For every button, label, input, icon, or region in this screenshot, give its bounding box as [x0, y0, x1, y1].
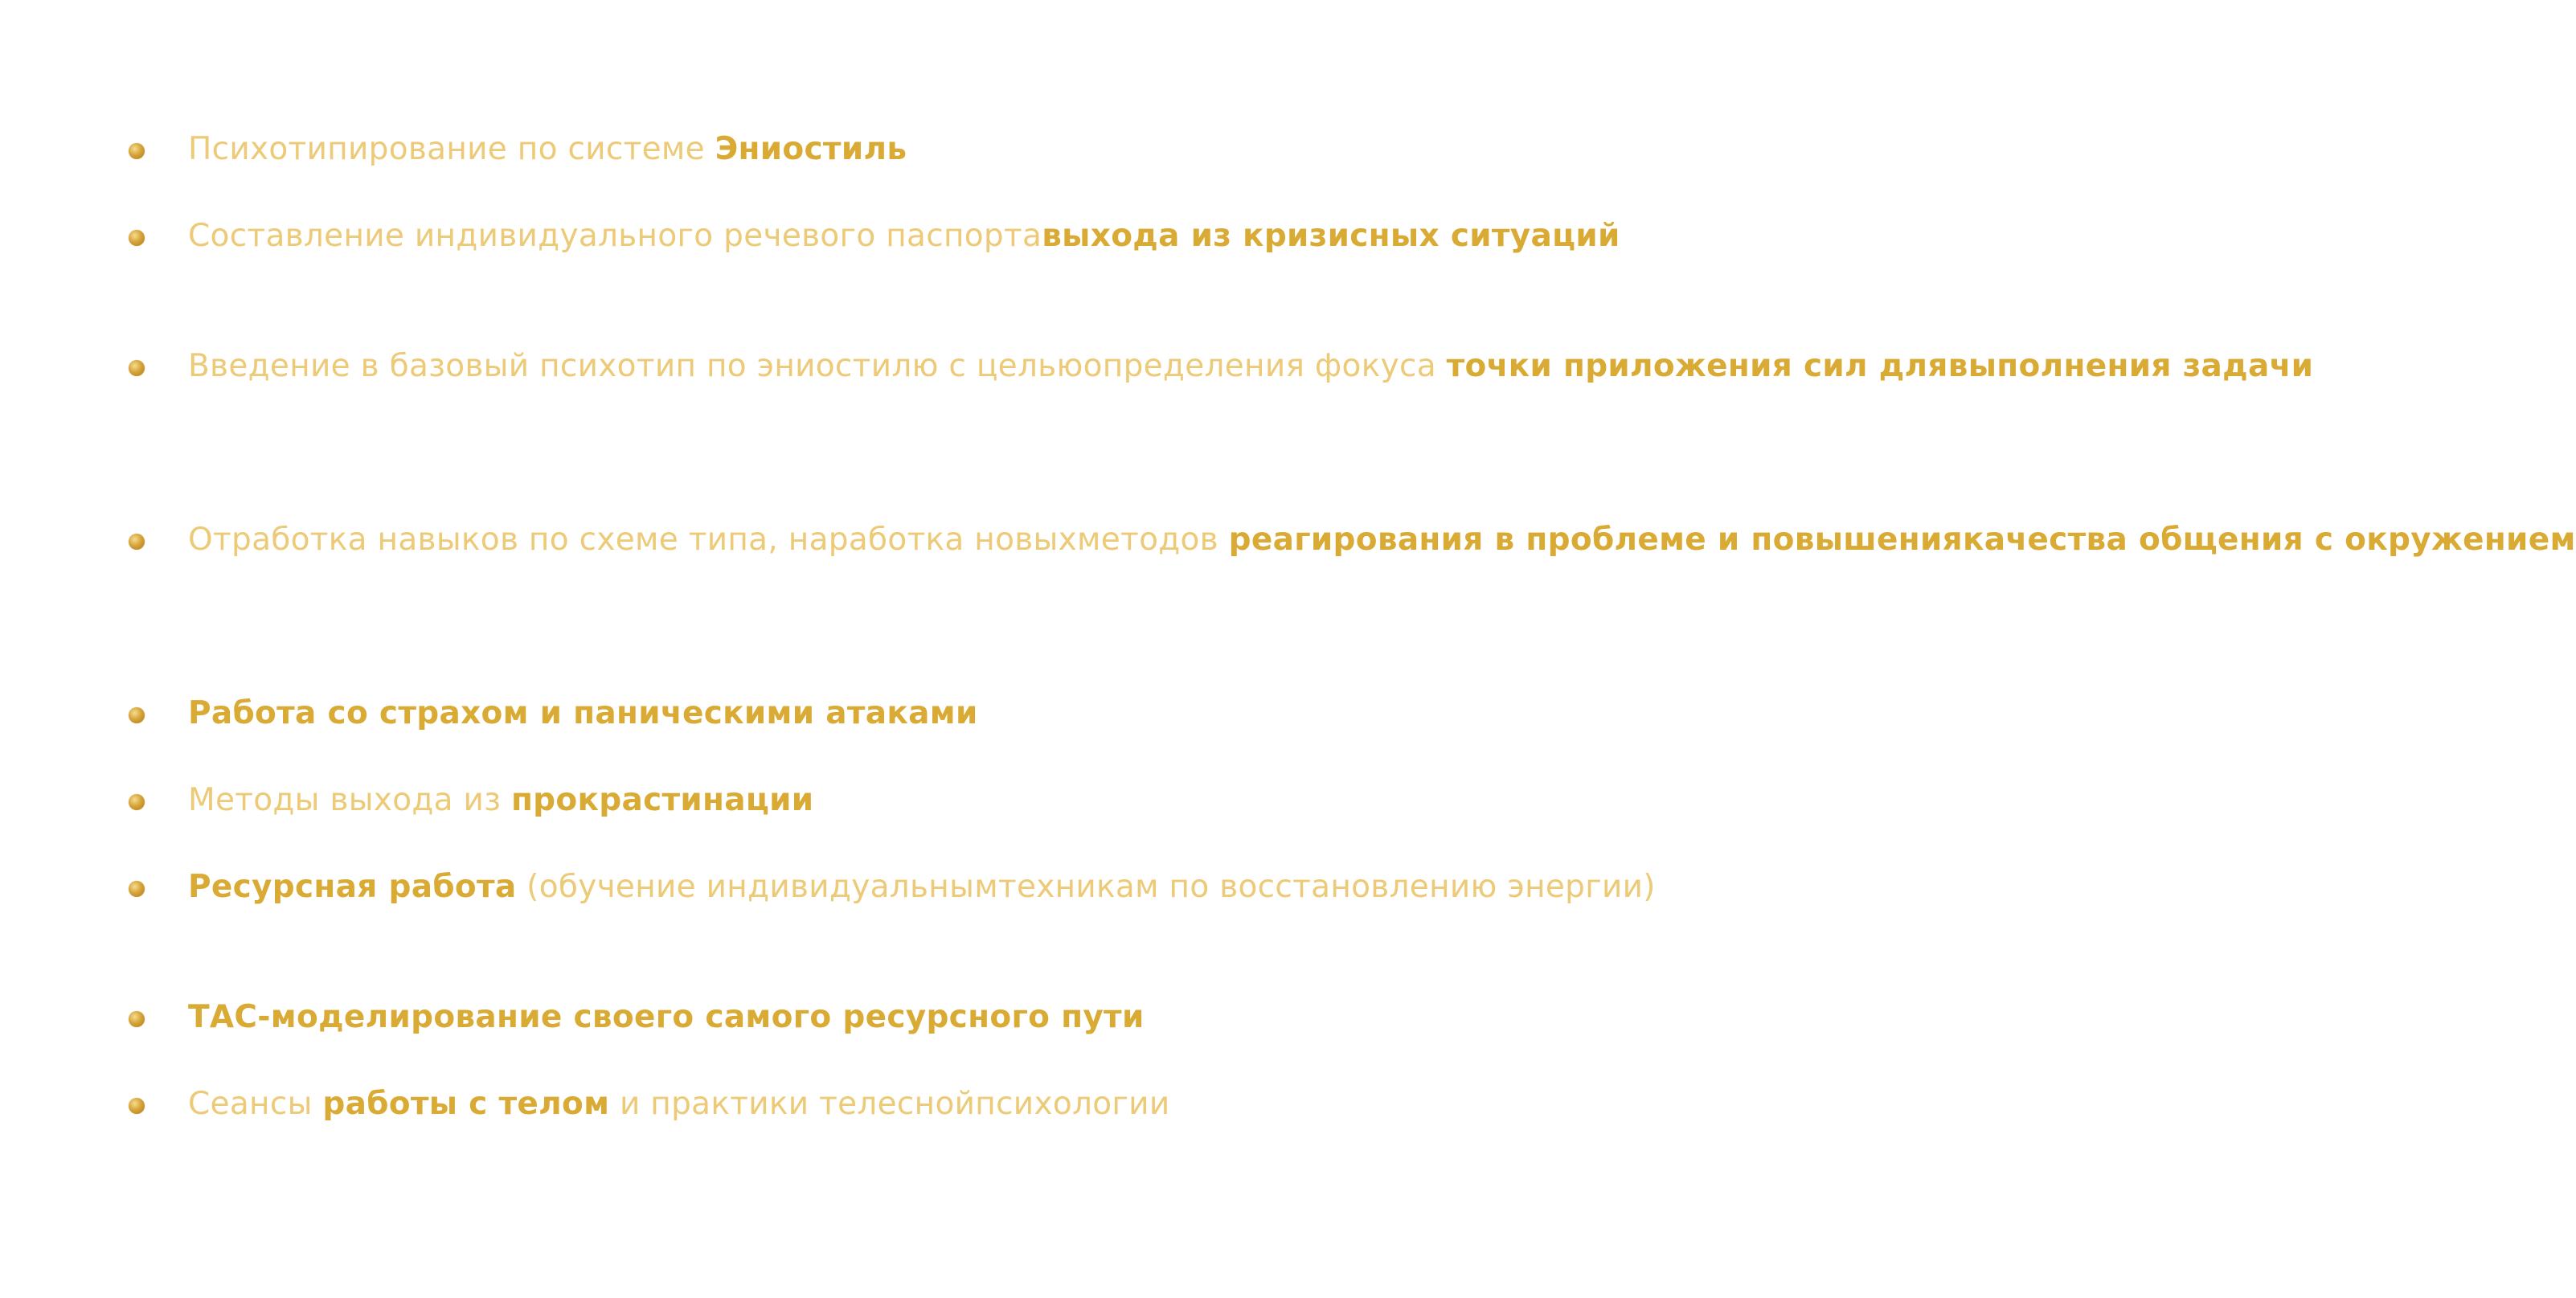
emphasis-text: выполнения задачи — [1947, 348, 2314, 384]
bullet-icon — [129, 881, 145, 897]
text-line — [1948, 348, 2314, 384]
regular-text: определения фокуса — [1083, 348, 1447, 384]
text-line — [1963, 522, 2576, 558]
text-line — [975, 1086, 1169, 1122]
list-item-text — [188, 996, 1329, 1039]
list-item-text — [188, 215, 1620, 258]
regular-text: Отработка навыков по схеме типа, наработка новых — [188, 522, 1078, 558]
text-line — [998, 869, 1656, 905]
emphasis-text: Эниостиль — [715, 131, 907, 167]
bullet-icon — [129, 1011, 145, 1027]
bullet-icon — [129, 360, 145, 376]
regular-text: Введение в базовый психотип по эниостилю с целью — [188, 348, 1083, 384]
emphasis-text: точки приложения сил для — [1446, 348, 1948, 384]
text-line — [1077, 522, 1963, 558]
text-line — [188, 522, 1077, 558]
regular-text: психологии — [975, 1086, 1170, 1122]
regular-text: (обучение индивидуальным — [516, 869, 998, 905]
text-line — [1042, 218, 1620, 254]
text-line — [1083, 348, 1948, 384]
emphasis-text: ТАС-моделирование своего самого ресурсного пути — [188, 999, 1145, 1035]
list-item-text — [188, 518, 2576, 562]
text-line — [188, 782, 813, 818]
emphasis-text: прокрастинации — [510, 782, 814, 818]
regular-text: методов — [1077, 522, 1229, 558]
regular-text: Психотипирование по системе — [188, 131, 715, 167]
bullet-icon — [129, 707, 145, 723]
list-item-text — [188, 345, 2314, 388]
bullet-icon — [129, 1098, 145, 1114]
regular-text: Методы выхода из — [188, 782, 511, 818]
bullet-icon — [129, 230, 145, 246]
text-line — [188, 695, 978, 731]
emphasis-text: выхода из кризисных ситуаций — [1042, 218, 1620, 254]
regular-text: Составление индивидуального речевого паспорта — [188, 218, 1042, 254]
text-line — [188, 999, 1145, 1035]
list-item-text — [188, 779, 1329, 822]
text-line — [188, 218, 1042, 254]
text-line — [188, 869, 998, 905]
text-line — [188, 1086, 975, 1122]
bullet-icon — [129, 794, 145, 810]
text-line — [188, 348, 1083, 384]
list-item-text — [188, 692, 1329, 735]
bullet-icon — [129, 534, 145, 550]
bullet-icon — [129, 143, 145, 159]
list-item-text — [188, 128, 1329, 171]
list-item-text — [188, 1083, 1329, 1126]
regular-text: Сеансы — [188, 1086, 323, 1122]
emphasis-text: Работа со страхом и паническими атаками — [188, 695, 978, 731]
emphasis-text: Ресурсная работа — [188, 869, 517, 905]
emphasis-text: качества общения с окружением — [1962, 522, 2576, 558]
emphasis-text: работы с телом — [322, 1086, 610, 1122]
regular-text: и практики телесной — [609, 1086, 976, 1122]
emphasis-text: реагирования в проблеме и повышения — [1228, 522, 1963, 558]
list-item-text — [188, 866, 1656, 909]
text-line — [188, 131, 907, 167]
regular-text: техникам по восстановлению энергии) — [997, 869, 1656, 905]
